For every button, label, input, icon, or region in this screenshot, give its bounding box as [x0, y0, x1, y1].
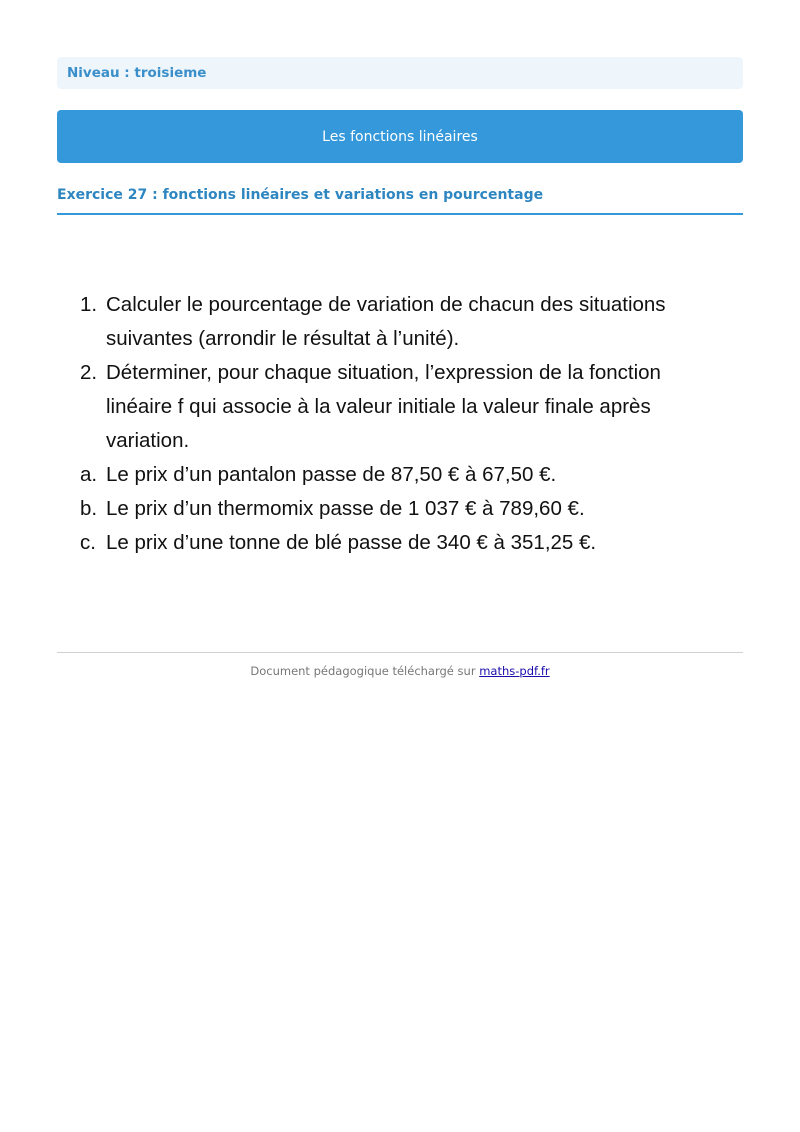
level-banner	[57, 57, 743, 89]
list-item	[80, 526, 700, 560]
item-marker: b.	[80, 497, 98, 520]
item-marker: c.	[80, 531, 96, 554]
item-text: Calculer le pourcentage de variation de chacun des situations suivantes (arrondir le résultat à l’unité).	[106, 293, 666, 350]
footer-link[interactable]: maths-pdf.fr	[479, 664, 550, 678]
list-item	[80, 288, 700, 356]
item-text: Le prix d’un pantalon passe de 87,50 € à 67,50 €.	[106, 463, 557, 486]
item-text: Le prix d’une tonne de blé passe de 340 € à 351,25 €.	[106, 531, 597, 554]
level-label: Niveau : troisieme	[67, 65, 207, 81]
list-item	[80, 458, 700, 492]
exercise-heading: Exercice 27 : fonctions linéaires et variations en pourcentage	[57, 185, 743, 215]
footer-text: Document pédagogique téléchargé sur	[250, 664, 480, 678]
item-text: Déterminer, pour chaque situation, l’expression de la fonction linéaire f qui associe à la valeur initiale la valeur finale après variation.	[106, 361, 661, 452]
list-item	[80, 356, 700, 458]
page-title: Les fonctions linéaires	[322, 128, 478, 145]
item-marker: a.	[80, 463, 98, 486]
exercise-content	[80, 288, 700, 560]
footer	[57, 664, 743, 678]
list-item	[80, 492, 700, 526]
item-text: Le prix d’un thermomix passe de 1 037 € à 789,60 €.	[106, 497, 585, 520]
footer-divider	[57, 652, 743, 653]
title-bar	[57, 110, 743, 163]
item-marker: 2.	[80, 361, 98, 384]
item-marker: 1.	[80, 293, 98, 316]
